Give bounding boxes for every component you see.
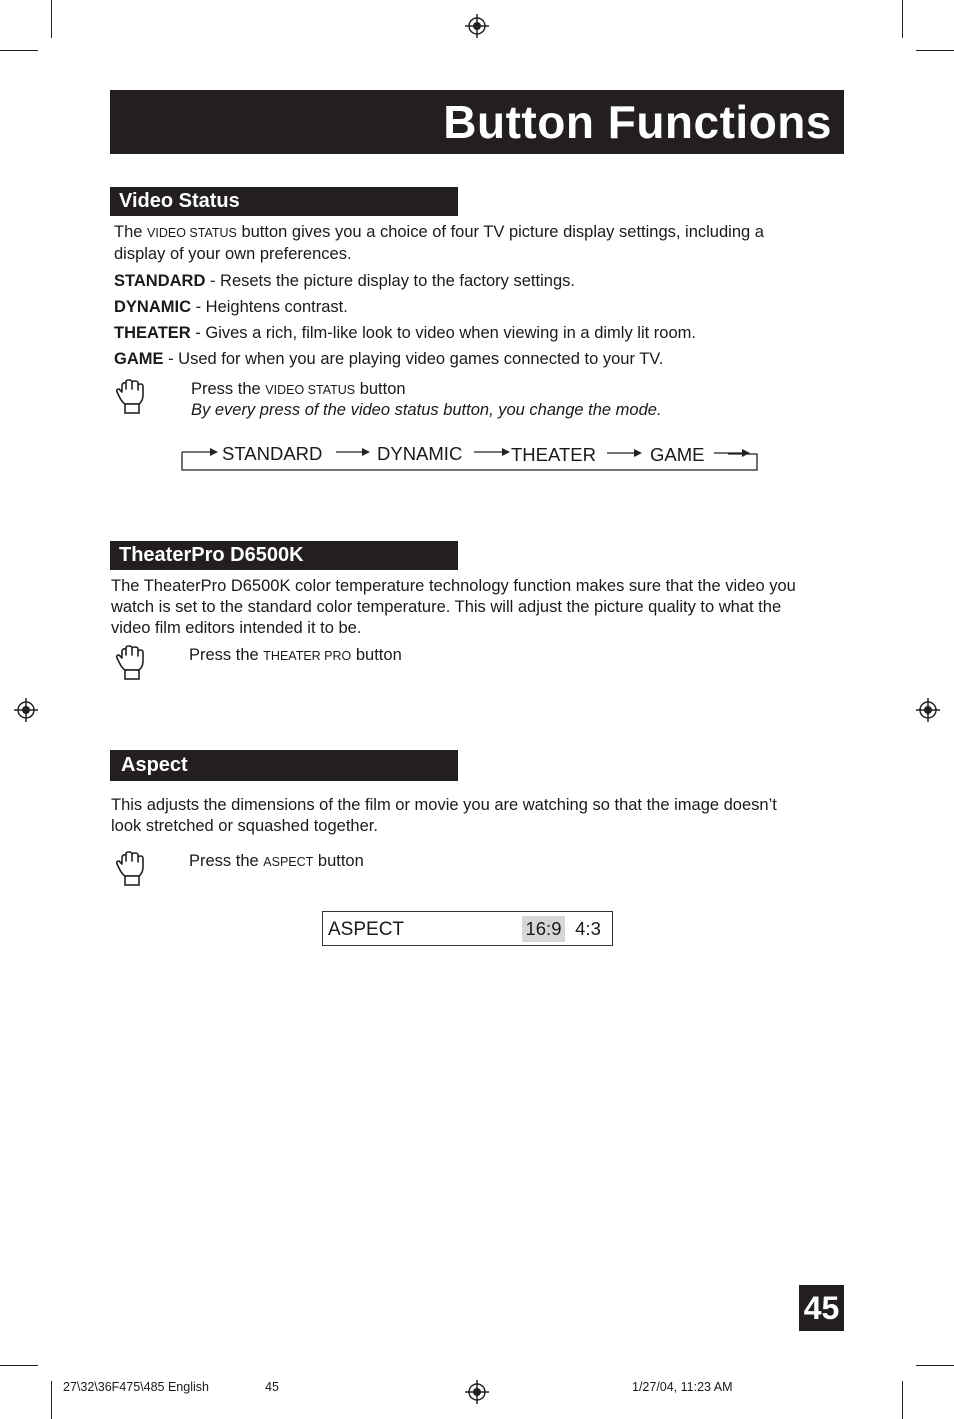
remote-press-hand-icon <box>113 644 149 680</box>
crop-mark <box>902 0 903 38</box>
page-number: 45 <box>799 1285 844 1331</box>
aspect-option-4-3: 4:3 <box>575 918 601 939</box>
cycle-step-standard: STANDARD <box>222 443 323 464</box>
press-instruction: Press the ASPECT button <box>189 852 364 870</box>
cycle-step-game: GAME <box>650 444 705 465</box>
section-heading-video-status: Video Status <box>110 187 458 216</box>
crop-mark <box>0 1365 38 1366</box>
footer-file: 27\32\36F475\485 English <box>63 1380 209 1394</box>
list-item: DYNAMIC - Heightens contrast. <box>114 298 348 316</box>
crop-mark <box>902 1381 903 1419</box>
aspect-osd-menu <box>322 911 613 946</box>
registration-mark-icon <box>465 14 489 38</box>
crop-mark <box>51 0 52 38</box>
section-heading-aspect: Aspect <box>110 750 458 781</box>
aspect-osd-label: ASPECT <box>328 919 405 940</box>
cycle-step-theater: THEATER <box>511 444 596 465</box>
cycle-step-dynamic: DYNAMIC <box>377 443 463 464</box>
theaterpro-description: The TheaterPro D6500K color temperature technology function makes sure that the video you watch is set to the standard color temperature. This will adjust the picture quality to what the video film editors intended it to be. <box>111 577 796 637</box>
press-instruction: Press the VIDEO STATUS button <box>191 380 406 398</box>
crop-mark <box>51 1381 52 1419</box>
crop-mark <box>0 50 38 51</box>
remote-press-hand-icon <box>113 378 149 414</box>
crop-mark <box>916 1365 954 1366</box>
aspect-option-16-9: 16:9 <box>522 916 565 942</box>
video-status-intro: The VIDEO STATUS button gives you a choice of four TV picture display settings, including a display of your own preferences. <box>114 223 764 263</box>
press-note: By every press of the video status button, you change the mode. <box>191 401 662 419</box>
footer-page: 45 <box>265 1380 279 1394</box>
list-item: STANDARD - Resets the picture display to the factory settings. <box>114 272 575 290</box>
press-instruction: Press the THEATER PRO button <box>189 646 402 664</box>
registration-mark-icon <box>465 1380 489 1404</box>
page-title: Button Functions <box>443 96 832 148</box>
registration-mark-icon <box>916 698 940 722</box>
remote-press-hand-icon <box>113 850 149 886</box>
page-title-bar <box>110 90 844 154</box>
section-heading-theaterpro: TheaterPro D6500K <box>110 541 458 570</box>
footer-datetime: 1/27/04, 11:23 AM <box>632 1380 733 1394</box>
registration-mark-icon <box>14 698 38 722</box>
crop-mark <box>916 50 954 51</box>
aspect-description: This adjusts the dimensions of the film or movie you are watching so that the image doesn’t look stretched or squashed together. <box>111 796 777 835</box>
list-item: THEATER - Gives a rich, film-like look to video when viewing in a dimly lit room. <box>114 324 696 342</box>
list-item: GAME - Used for when you are playing video games connected to your TV. <box>114 350 664 368</box>
